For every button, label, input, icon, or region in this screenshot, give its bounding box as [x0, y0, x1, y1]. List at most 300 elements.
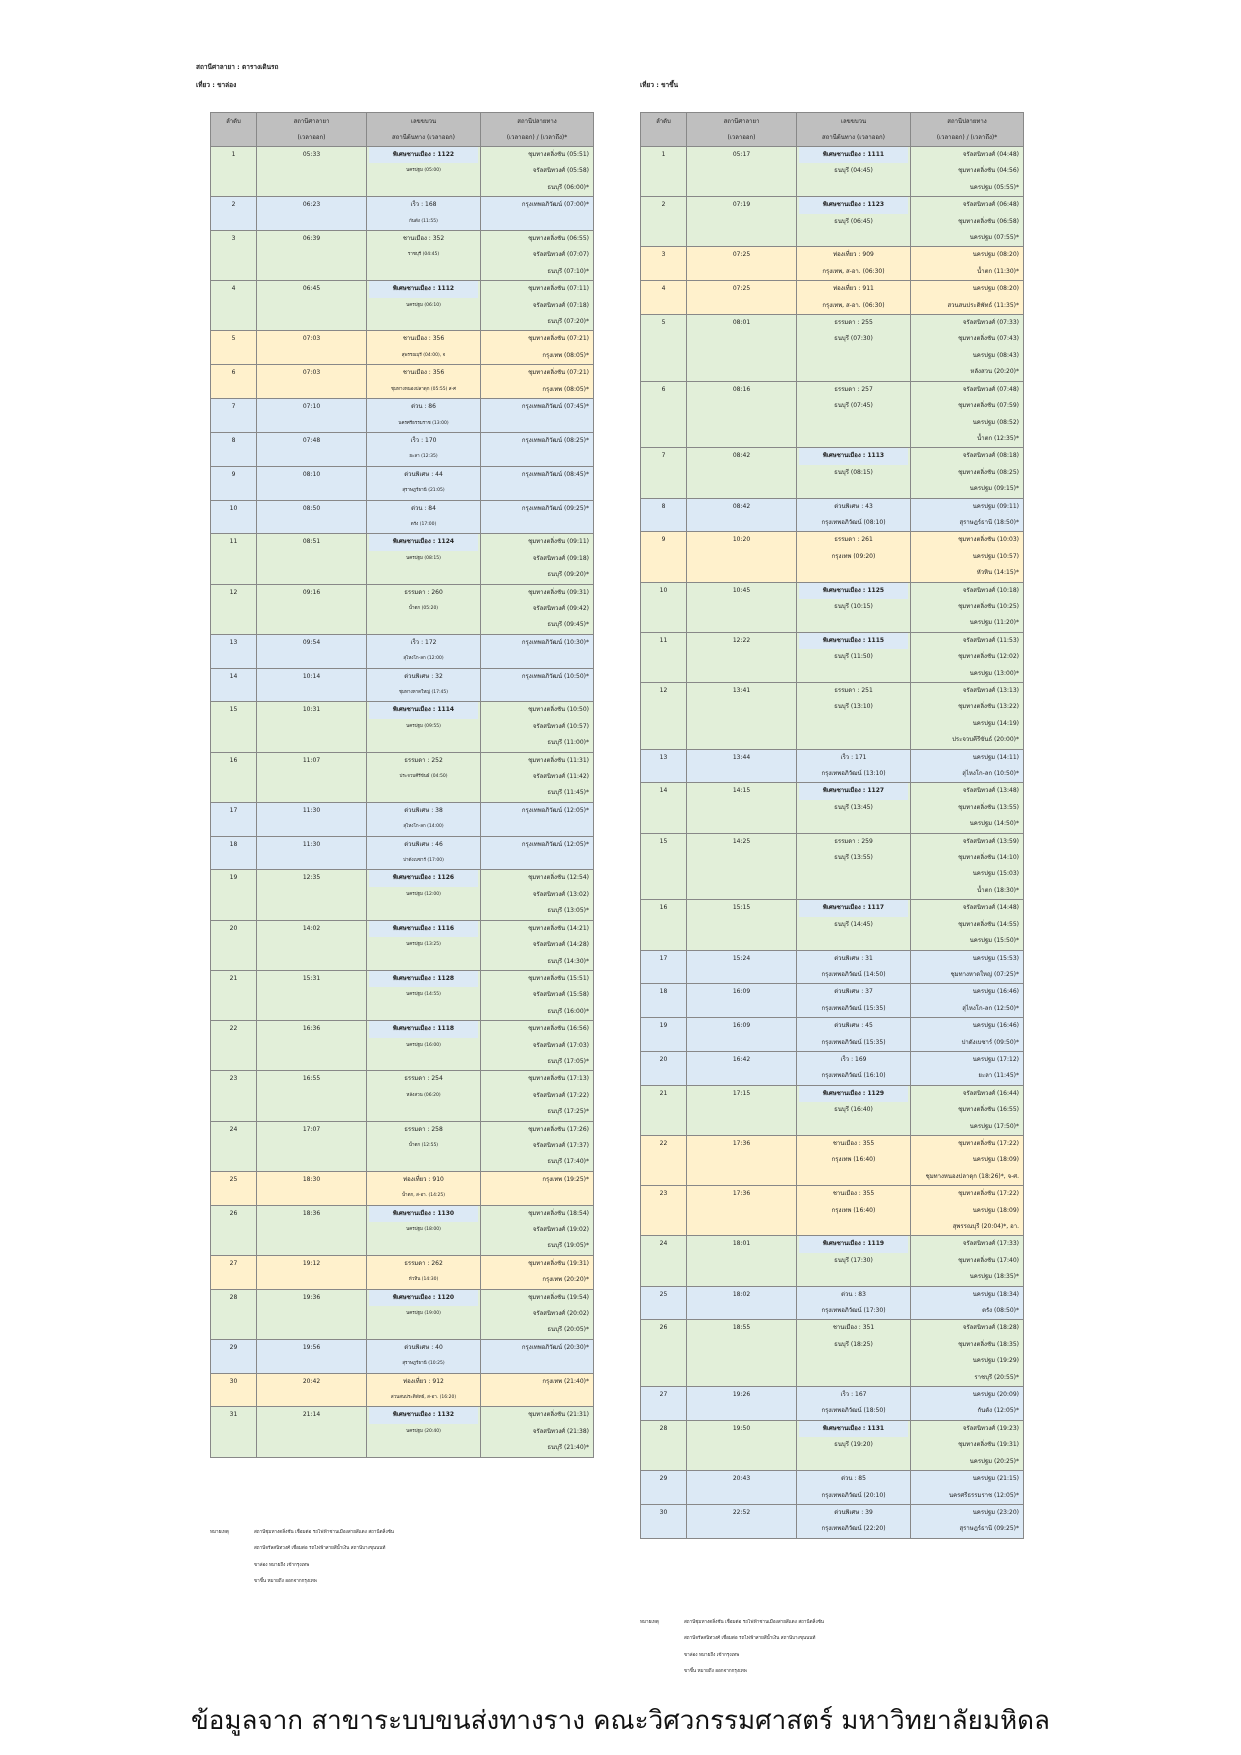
departure-time: 08:42 — [687, 448, 797, 498]
destination-stop: น้ำตก (12:35)* — [977, 434, 1019, 442]
table-row — [211, 534, 594, 584]
destination-stop: สวนสนประดิพัทธ์ (11:35)* — [947, 301, 1019, 309]
origin-station: สุพรรณบุรี (04:00), จ — [401, 352, 446, 358]
destination-stop: ราชบุรี (20:55)* — [974, 1373, 1019, 1381]
train-cell — [797, 632, 911, 682]
destination-stop: นครปฐม (19:29) — [972, 1357, 1019, 1365]
destination-cell — [911, 749, 1024, 783]
departure-time: 07:10 — [257, 399, 367, 433]
origin-station: ธนบุรี (04:45) — [834, 167, 873, 175]
destination-cell — [911, 1018, 1024, 1052]
row-number: 31 — [211, 1407, 257, 1457]
departure-time: 06:39 — [257, 231, 367, 281]
departure-time: 17:15 — [687, 1085, 797, 1135]
train-cell — [367, 634, 481, 668]
origin-station: ธนบุรี (06:45) — [834, 217, 873, 225]
destination-stop: สุพรรณบุรี (20:04)*, อา. — [952, 1223, 1019, 1230]
destination-stop: นครปฐม (14:19) — [972, 719, 1019, 727]
departure-time: 07:19 — [687, 197, 797, 247]
destination-stop: จรัลสนิทวงศ์ (07:33) — [962, 319, 1019, 327]
train-cell — [797, 532, 911, 582]
train-number: ด่วนพิเศษ : 31 — [834, 954, 873, 962]
train-cell — [797, 315, 911, 382]
departure-time: 18:30 — [257, 1171, 367, 1205]
departure-time: 21:14 — [257, 1407, 367, 1457]
train-cell — [797, 900, 911, 950]
departure-time: 18:01 — [687, 1236, 797, 1286]
row-number: 5 — [211, 331, 257, 365]
destination-stop: ชุมทางตลิ่งชัน (13:22) — [958, 703, 1019, 711]
destination-stop: ชุมทางตลิ่งชัน (07:59) — [958, 402, 1019, 410]
train-number: เร็ว : 172 — [410, 638, 437, 646]
table-row — [211, 1171, 594, 1205]
train-number: พิเศษชานเมือง : 1127 — [799, 783, 908, 799]
table-row — [211, 802, 594, 836]
destination-stop: ธนบุรี (19:05)* — [547, 1242, 589, 1250]
note-text: สถานีชุมทางตลิ่งชัน เชื่อมต่อ รถไฟฟ้าชานเมืองสายสีแดง สถานีตลิ่งชัน — [254, 1530, 394, 1535]
train-cell — [797, 1504, 911, 1538]
destination-stop: ธนบุรี (20:05)* — [547, 1326, 589, 1334]
destination-stop: กรุงเทพอภิวัฒน์ (09:25)* — [521, 504, 589, 512]
train-cell — [367, 399, 481, 433]
train-cell — [367, 1407, 481, 1457]
train-number: พิเศษชานเมือง : 1128 — [369, 971, 478, 987]
departure-time: 11:30 — [257, 802, 367, 836]
origin-station: กรุงเทพ (16:40) — [831, 1206, 876, 1214]
origin-station: ธนบุรี (08:15) — [834, 468, 873, 476]
destination-cell — [911, 950, 1024, 984]
destination-cell — [911, 783, 1024, 833]
destination-stop: ชุมทางตลิ่งชัน (17:22) — [958, 1190, 1019, 1198]
destination-stop: สุไหงโก-ลก (10:50)* — [962, 770, 1019, 778]
destination-stop: กรุงเทพอภิวัฒน์ (07:00)* — [521, 201, 589, 209]
origin-station: น้ำตก (12:55) — [408, 1142, 439, 1148]
train-cell — [797, 683, 911, 750]
train-number: พิเศษชานเมือง : 1125 — [799, 583, 908, 599]
destination-stop: ชุมทางตลิ่งชัน (10:03) — [958, 536, 1019, 544]
destination-stop: ชุมทางตลิ่งชัน (11:31) — [528, 756, 589, 764]
train-cell — [367, 365, 481, 399]
row-number: 9 — [641, 532, 687, 582]
row-number: 3 — [641, 247, 687, 281]
table-row — [641, 950, 1024, 984]
row-number: 27 — [641, 1387, 687, 1421]
train-number: ธรรมดา : 259 — [834, 837, 873, 845]
row-number: 28 — [641, 1420, 687, 1470]
destination-cell — [481, 1205, 594, 1255]
train-cell — [797, 1320, 911, 1387]
destination-stop: ชุมทางตลิ่งชัน (07:21) — [528, 369, 589, 377]
destination-stop: จรัลสนิทวงศ์ (11:42) — [532, 773, 589, 781]
table-row — [641, 1051, 1024, 1085]
destination-stop: จรัลสนิทวงศ์ (20:02) — [532, 1310, 589, 1318]
row-number: 25 — [641, 1286, 687, 1320]
row-number: 8 — [211, 432, 257, 466]
origin-station: นครปฐม (06:10) — [406, 302, 441, 308]
table-row — [641, 1135, 1024, 1185]
destination-stop: ชุมทางตลิ่งชัน (17:40) — [958, 1256, 1019, 1264]
destination-stop: นครปฐม (21:15) — [972, 1475, 1019, 1483]
table-row — [641, 1236, 1024, 1286]
destination-cell — [911, 1320, 1024, 1387]
destination-cell — [911, 984, 1024, 1018]
destination-stop: ชุมทางตลิ่งชัน (16:55) — [958, 1106, 1019, 1114]
train-cell — [797, 1085, 911, 1135]
row-number: 13 — [211, 634, 257, 668]
train-number: ท่องเที่ยว : 912 — [403, 1377, 444, 1385]
destination-stop: ชุมทางตลิ่งชัน (05:51) — [528, 151, 589, 158]
origin-station: กันตัง (11:55) — [409, 218, 438, 224]
destination-stop: ชุมทางตลิ่งชัน (10:50) — [528, 706, 589, 714]
destination-stop: นครปฐม (08:20) — [972, 285, 1019, 293]
destination-cell — [481, 802, 594, 836]
destination-stop: กรุงเทพ (20:20)* — [542, 1276, 589, 1284]
row-number: 11 — [641, 632, 687, 682]
col-header-no: ลำดับ — [211, 113, 257, 147]
train-cell — [797, 582, 911, 632]
destination-stop: นครปฐม (13:00)* — [969, 669, 1019, 677]
destination-stop: สุราษฎร์ธานี (18:50)* — [959, 518, 1019, 526]
train-cell — [367, 702, 481, 752]
destination-stop: นครปฐม (16:46) — [972, 1022, 1019, 1030]
destination-stop: จรัลสนิทวงศ์ (19:23) — [962, 1424, 1019, 1432]
origin-station: หัวหิน (14:30) — [408, 1277, 439, 1283]
train-cell — [797, 281, 911, 315]
departure-time: 05:17 — [687, 147, 797, 197]
train-cell — [367, 1289, 481, 1339]
departure-time: 19:50 — [687, 1420, 797, 1470]
destination-stop: จรัลสนิทวงศ์ (13:59) — [962, 837, 1019, 845]
col-header-dest: สถานีปลายทาง (เวลาออก) / (เวลาถึง)* — [481, 113, 594, 147]
train-number: ด่วนพิเศษ : 37 — [834, 988, 873, 996]
destination-cell — [481, 197, 594, 231]
destination-cell — [481, 231, 594, 281]
destination-cell — [911, 498, 1024, 532]
table-row — [641, 1085, 1024, 1135]
train-cell — [797, 1236, 911, 1286]
train-number: ชานเมือง : 355 — [832, 1139, 875, 1147]
destination-cell — [481, 1289, 594, 1339]
row-number: 15 — [211, 702, 257, 752]
train-number: ด่วน : 83 — [841, 1290, 866, 1298]
departure-time: 19:26 — [687, 1387, 797, 1421]
destination-stop: ชุมทางตลิ่งชัน (06:58) — [958, 217, 1019, 225]
destination-stop: กรุงเทพอภิวัฒน์ (12:05)* — [521, 806, 589, 814]
train-cell — [367, 1021, 481, 1071]
origin-station: ธนบุรี (11:50) — [834, 653, 873, 661]
destination-stop: นครปฐม (16:46) — [972, 988, 1019, 996]
train-number: พิเศษชานเมือง : 1111 — [799, 147, 908, 163]
table-row — [641, 498, 1024, 532]
origin-station: ธนบุรี (17:30) — [834, 1256, 873, 1264]
table-row — [211, 1205, 594, 1255]
note-label — [640, 1664, 684, 1680]
destination-stop: ชุมทางตลิ่งชัน (14:21) — [528, 924, 589, 932]
destination-stop: นครปฐม (08:20) — [972, 251, 1019, 259]
train-cell — [797, 1286, 911, 1320]
destination-stop: ชุมทางตลิ่งชัน (07:21) — [528, 335, 589, 343]
row-number: 29 — [211, 1339, 257, 1373]
train-number: ชานเมือง : 355 — [832, 1190, 875, 1198]
train-number: ด่วนพิเศษ : 39 — [834, 1508, 873, 1516]
destination-cell — [911, 1504, 1024, 1538]
departure-time: 16:55 — [257, 1071, 367, 1121]
table-row — [211, 1373, 594, 1407]
departure-time: 20:42 — [257, 1373, 367, 1407]
train-cell — [367, 500, 481, 534]
destination-cell — [481, 1255, 594, 1289]
destination-cell — [911, 900, 1024, 950]
note-text: ขาขึ้น หมายถึง ออกจากกรุงเทพ — [254, 1579, 317, 1585]
table-row — [211, 1339, 594, 1373]
right-table-title: เที่ยว : ขาขึ้น — [640, 81, 679, 89]
destination-stop: ปาดังเบซาร์ (09:50)* — [961, 1038, 1019, 1046]
destination-cell — [911, 448, 1024, 498]
departure-time: 19:36 — [257, 1289, 367, 1339]
train-number: พิเศษชานเมือง : 1123 — [799, 197, 908, 213]
departure-time: 07:48 — [257, 432, 367, 466]
origin-station: กรุงเทพอภิวัฒน์ (15:35) — [821, 1038, 886, 1046]
row-number: 1 — [211, 147, 257, 197]
origin-station: ยะลา (12:35) — [409, 454, 438, 460]
col-header-train: เลขขบวน สถานีต้นทาง (เวลาออก) — [367, 113, 481, 147]
origin-station: นครปฐม (19:00) — [406, 1311, 441, 1317]
origin-station: น้ำตก, ส-อา. (14:25) — [401, 1193, 446, 1199]
train-number: ชานเมือง : 356 — [402, 335, 445, 343]
table-row — [641, 147, 1024, 197]
table-row — [641, 900, 1024, 950]
train-number: พิเศษชานเมือง : 1116 — [369, 921, 478, 937]
departure-time: 12:22 — [687, 632, 797, 682]
departure-time: 13:44 — [687, 749, 797, 783]
table-row — [641, 783, 1024, 833]
train-number: พิเศษชานเมือง : 1114 — [369, 702, 478, 718]
destination-stop: ชุมทางตลิ่งชัน (19:31) — [528, 1259, 589, 1267]
origin-station: กรุงเทพ, ส-อา. (06:30) — [822, 267, 885, 275]
note-line — [640, 1664, 824, 1680]
destination-cell — [481, 147, 594, 197]
row-number: 20 — [211, 920, 257, 970]
table-row — [641, 1504, 1024, 1538]
destination-cell — [911, 315, 1024, 382]
train-number: ด่วน : 86 — [411, 403, 436, 411]
table-row — [641, 247, 1024, 281]
departure-time: 07:25 — [687, 281, 797, 315]
destination-stop: จรัลสนิทวงศ์ (14:48) — [962, 904, 1019, 912]
destination-cell — [481, 500, 594, 534]
row-number: 18 — [641, 984, 687, 1018]
table-row — [641, 683, 1024, 750]
destination-stop: กรุงเทพอภิวัฒน์ (07:45)* — [521, 403, 589, 411]
up-timetable — [640, 112, 1024, 1539]
destination-stop: นครปฐม (17:50)* — [969, 1122, 1019, 1130]
train-cell — [367, 466, 481, 500]
table-row — [211, 668, 594, 702]
train-cell — [797, 1051, 911, 1085]
note-label — [210, 1541, 254, 1557]
col-header-no: ลำดับ — [641, 113, 687, 147]
destination-cell — [481, 634, 594, 668]
note-text: ขาล่อง หมายถึง เข้ากรุงเทพ — [684, 1652, 740, 1658]
train-cell — [367, 197, 481, 231]
train-cell — [797, 1186, 911, 1236]
destination-stop: ตรัง (08:50)* — [982, 1307, 1019, 1315]
row-number: 14 — [211, 668, 257, 702]
row-number: 30 — [641, 1504, 687, 1538]
train-cell — [797, 749, 911, 783]
destination-cell — [911, 683, 1024, 750]
train-cell — [367, 584, 481, 634]
table-row — [641, 984, 1024, 1018]
destination-stop: นครปฐม (18:09) — [972, 1156, 1019, 1164]
train-number: ด่วน : 84 — [411, 504, 436, 512]
row-number: 16 — [641, 900, 687, 950]
origin-station: ธนบุรี (18:25) — [834, 1340, 873, 1348]
destination-stop: จรัลสนิทวงศ์ (17:03) — [532, 1041, 589, 1049]
destination-cell — [911, 247, 1024, 281]
destination-cell — [481, 1121, 594, 1171]
destination-stop: ยะลา (11:45)* — [978, 1072, 1019, 1080]
origin-station: กรุงเทพอภิวัฒน์ (17:30) — [821, 1307, 886, 1315]
destination-stop: นครปฐม (09:15)* — [969, 485, 1019, 493]
origin-station: นครปฐม (09:55) — [406, 723, 441, 729]
destination-stop: กรุงเทพ (21:40)* — [542, 1377, 589, 1385]
destination-stop: ชุมทางตลิ่งชัน (12:54) — [528, 874, 589, 882]
origin-station: น้ำตก (05:20) — [408, 605, 439, 611]
train-number: ด่วนพิเศษ : 45 — [834, 1022, 873, 1030]
destination-cell — [481, 1339, 594, 1373]
table-row — [211, 1071, 594, 1121]
departure-time: 08:51 — [257, 534, 367, 584]
origin-station: นครปฐม (20:40) — [406, 1428, 441, 1434]
destination-stop: จรัลสนิทวงศ์ (05:58) — [532, 167, 589, 175]
destination-stop: ชุมทางตลิ่งชัน (07:11) — [528, 285, 589, 293]
origin-station: นครปฐม (12:00) — [406, 891, 441, 897]
departure-time: 05:33 — [257, 147, 367, 197]
origin-station: นครปฐม (16:00) — [406, 1042, 441, 1048]
row-number: 2 — [211, 197, 257, 231]
row-number: 17 — [211, 802, 257, 836]
destination-stop: ชุมทางตลิ่งชัน (17:22) — [958, 1139, 1019, 1147]
table-row — [211, 1021, 594, 1071]
table-row — [641, 833, 1024, 900]
destination-stop: นครปฐม (05:55)* — [969, 183, 1019, 191]
origin-station: นครปฐม (05:00) — [406, 168, 441, 174]
destination-cell — [481, 668, 594, 702]
destination-stop: จรัลสนิทวงศ์ (15:58) — [532, 991, 589, 999]
row-number: 24 — [641, 1236, 687, 1286]
destination-stop: จรัลสนิทวงศ์ (19:02) — [532, 1226, 589, 1233]
destination-cell — [911, 833, 1024, 900]
departure-time: 15:15 — [687, 900, 797, 950]
destination-stop: กรุงเทพอภิวัฒน์ (08:25)* — [521, 436, 589, 444]
destination-cell — [481, 1373, 594, 1407]
col-header-train: เลขขบวน สถานีต้นทาง (เวลาออก) — [797, 113, 911, 147]
train-cell — [797, 1420, 911, 1470]
departure-time: 06:23 — [257, 197, 367, 231]
origin-station: ธนบุรี (19:20) — [834, 1441, 873, 1449]
destination-stop: กรุงเทพอภิวัฒน์ (08:45)* — [521, 470, 589, 478]
departure-time: 08:10 — [257, 466, 367, 500]
destination-stop: ชุมทางตลิ่งชัน (06:55) — [528, 235, 589, 243]
destination-stop: จรัลสนิทวงศ์ (17:22) — [532, 1091, 589, 1099]
destination-stop: ธนบุรี (21:40)* — [547, 1444, 589, 1452]
origin-station: ธนบุรี (16:40) — [834, 1106, 873, 1114]
destination-cell — [481, 920, 594, 970]
destination-stop: น้ำตก (11:30)* — [977, 267, 1019, 275]
train-cell — [367, 281, 481, 331]
origin-station: ชุมทางหาดใหญ่ (17:45) — [398, 690, 449, 695]
note-line — [640, 1648, 824, 1664]
table-row — [211, 365, 594, 399]
train-cell — [797, 1387, 911, 1421]
table-row — [211, 870, 594, 920]
destination-stop: ชุมทางตลิ่งชัน (15:51) — [528, 974, 589, 982]
departure-time: 08:16 — [687, 381, 797, 448]
train-number: พิเศษชานเมือง : 1120 — [369, 1290, 478, 1306]
note-line — [640, 1631, 824, 1647]
departure-time: 15:31 — [257, 970, 367, 1020]
train-number: ท่องเที่ยว : 909 — [833, 251, 874, 259]
train-cell — [367, 1205, 481, 1255]
destination-stop: จรัลสนิทวงศ์ (16:44) — [962, 1089, 1019, 1097]
destination-stop: ชุมทางหาดใหญ่ (07:25)* — [950, 970, 1019, 978]
train-number: ด่วนพิเศษ : 40 — [404, 1343, 443, 1351]
origin-station: สุราษฎร์ธานี (10:25) — [402, 1361, 445, 1367]
destination-stop: นครปฐม (18:09) — [972, 1206, 1019, 1214]
destination-stop: ธนบุรี (16:00)* — [547, 1007, 589, 1015]
table-row — [211, 197, 594, 231]
destination-stop: จรัลสนิทวงศ์ (09:42) — [532, 604, 589, 612]
table-row — [211, 752, 594, 802]
row-number: 20 — [641, 1051, 687, 1085]
train-cell — [797, 197, 911, 247]
origin-station: กรุงเทพอภิวัฒน์ (20:10) — [821, 1491, 886, 1499]
train-number: พิเศษชานเมือง : 1119 — [799, 1236, 908, 1252]
departure-time: 11:30 — [257, 836, 367, 870]
table-row — [211, 432, 594, 466]
destination-stop: จรัลสนิทวงศ์ (11:53) — [962, 636, 1019, 644]
destination-stop: ธนบุรี (11:45)* — [547, 789, 589, 797]
train-number: ธรรมดา : 254 — [404, 1075, 443, 1083]
row-number: 27 — [211, 1255, 257, 1289]
row-number: 23 — [211, 1071, 257, 1121]
table-row — [641, 1387, 1024, 1421]
destination-stop: ชุมทางตลิ่งชัน (19:54) — [528, 1293, 589, 1301]
row-number: 10 — [211, 500, 257, 534]
destination-stop: ประจวบคีรีขันธ์ (20:00)* — [952, 736, 1019, 744]
note-label — [640, 1631, 684, 1647]
col-header-dest: สถานีปลายทาง (เวลาออก) / (เวลาถึง)* — [911, 113, 1024, 147]
destination-cell — [481, 752, 594, 802]
train-number: ท่องเที่ยว : 910 — [403, 1175, 444, 1183]
train-cell — [367, 752, 481, 802]
train-cell — [367, 331, 481, 365]
row-number: 19 — [641, 1018, 687, 1052]
row-number: 19 — [211, 870, 257, 920]
departure-time: 09:54 — [257, 634, 367, 668]
row-number: 24 — [211, 1121, 257, 1171]
destination-stop: ธนบุรี (09:45)* — [547, 621, 589, 629]
departure-time: 10:45 — [687, 582, 797, 632]
destination-cell — [481, 1071, 594, 1121]
destination-cell — [911, 1471, 1024, 1505]
departure-time: 17:36 — [687, 1135, 797, 1185]
destination-stop: ธนบุรี (13:05)* — [547, 907, 589, 915]
destination-stop: ธนบุรี (07:10)* — [547, 267, 589, 275]
train-number: ด่วนพิเศษ : 44 — [404, 470, 443, 478]
departure-time: 18:36 — [257, 1205, 367, 1255]
